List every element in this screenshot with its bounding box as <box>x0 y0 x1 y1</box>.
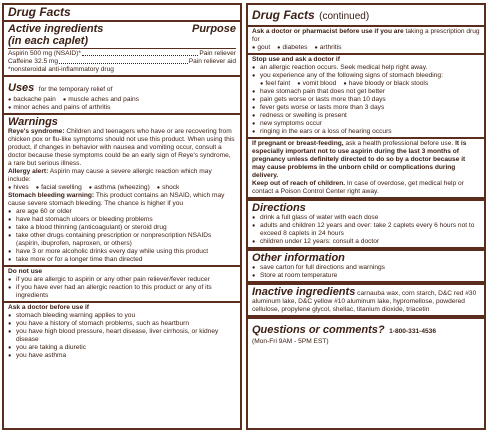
list-item: ● facial swelling <box>36 184 82 192</box>
directions-section <box>248 197 484 247</box>
active-ingredients-section <box>4 20 240 75</box>
stomach-text: This product contains an NSAID, which may cause severe stomach bleeding. The chance is higher if you <box>8 192 225 207</box>
list-item: ● take more or for a longer time than directed <box>8 256 236 264</box>
other-info-title: Other information <box>252 252 345 264</box>
uses-title: Uses <box>8 82 35 94</box>
allergy-text: Aspirin may cause a severe allergic reaction which may include: <box>8 168 212 183</box>
list-item: ● arthritis <box>314 44 341 52</box>
pregnancy-warning: It is especially important not to use aspirin during the last 3 months of pregnancy unless definitely directed to do so by a doctor because it may cause problems in the unborn child or complications during delivery. <box>252 140 467 179</box>
warnings-title: Warnings <box>8 116 58 128</box>
phone-hours: (Mon-Fri 9AM - 5PM EST) <box>252 338 329 345</box>
continued-label: (continued) <box>319 11 370 22</box>
list-item: ● have bloody or black stools <box>343 80 428 88</box>
active-ingredients-title: Active ingredients <box>8 23 104 35</box>
questions-section <box>248 315 484 347</box>
list-item: ● shock <box>157 184 180 192</box>
reach-text: In case of overdose, get medical help or contact a Poison Control Center right away. <box>252 180 464 195</box>
active-ingredients-subtitle: (in each caplet) <box>8 35 89 47</box>
warnings-section <box>4 113 240 265</box>
list-item: ● take other drugs containing prescription or nonprescription NSAIDs (aspirin, ibuprofen, naproxen, or others) <box>8 232 236 248</box>
list-item: ● asthma (wheezing) <box>89 184 150 192</box>
list-item: ● stomach bleeding warning applies to you <box>8 312 236 320</box>
list-item: ● minor aches and pains of arthritis <box>8 104 110 112</box>
list-item: ● you have a history of stomach problems, such as heartburn <box>8 320 236 328</box>
uses-section <box>4 75 240 113</box>
directions-title: Directions <box>252 202 306 214</box>
uses-intro: for the temporary relief of <box>38 86 113 93</box>
inactive-title: Inactive ingredients <box>252 286 356 298</box>
list-item: ● you are taking a diuretic <box>8 344 236 352</box>
stop-use-title: Stop use and ask a doctor if <box>252 56 340 63</box>
list-item: ● Store at room temperature <box>252 272 480 280</box>
list-item: ● vomit blood <box>297 80 336 88</box>
list-item: ● have 3 or more alcoholic drinks every day while using this product <box>8 248 236 256</box>
phone-number: 1-800-331-4536 <box>389 328 437 335</box>
ask-pharmacist-text: taking a prescription drug for <box>252 28 480 43</box>
list-item: ● save carton for full directions and warnings <box>252 264 480 272</box>
list-item: ● have had stomach ulcers or bleeding problems <box>8 216 236 224</box>
list-item: ● you have asthma <box>8 352 236 360</box>
ingredient-row: Caffeine 32.5 mg Pain reliever aid <box>8 58 236 65</box>
ask-doctor-title: Ask a doctor before use if <box>8 304 89 311</box>
inactive-text: carnauba wax, corn starch, D&C red #30 aluminum lake, D&C yellow #10 aluminum lake, hypromellose, powdered cellulose, propylene glycol, shellac, titanium dioxide, triacetin <box>252 290 477 313</box>
list-item: ● redness or swelling is present <box>252 112 480 120</box>
ingredient-row: Aspirin 500 mg (NSAID)* Pain reliever <box>8 50 236 57</box>
list-item: ● children under 12 years: consult a doctor <box>252 238 480 246</box>
right-panel <box>246 3 486 430</box>
list-item: ● fever gets worse or lasts more than 3 days <box>252 104 480 112</box>
ask-pharmacist-section <box>248 25 484 53</box>
list-item: ● if you have ever had an allergic reaction to this product or any of its ingredients <box>8 284 236 300</box>
inactive-ingredients-section <box>248 281 484 315</box>
list-item: ● you have high blood pressure, heart disease, liver cirrhosis, or kidney disease <box>8 328 236 344</box>
list-item: ● are age 60 or older <box>8 208 236 216</box>
list-item: ● backache pain <box>8 96 56 104</box>
list-item: ● drink a full glass of water with each dose <box>252 214 480 222</box>
list-item: ● hives <box>8 184 29 192</box>
other-info-section <box>248 247 484 281</box>
stomach-label: Stomach bleeding warning: <box>8 192 95 199</box>
list-item: ● have stomach pain that does not get better <box>252 88 480 96</box>
allergy-label: Allergy alert: <box>8 168 49 175</box>
pregnancy-label: If pregnant or breast-feeding, <box>252 140 344 147</box>
reye-label: Reye's syndrome: <box>8 128 65 135</box>
ask-doctor-section <box>4 301 240 361</box>
drug-facts-header <box>248 5 484 25</box>
do-not-use-title: Do not use <box>8 268 43 275</box>
questions-title: Questions or comments? <box>252 324 385 336</box>
list-item: ● you experience any of the following signs of stomach bleeding: <box>252 72 480 80</box>
list-item: ● feel faint <box>260 80 290 88</box>
list-item: ● diabetes <box>277 44 307 52</box>
list-item: ● ringing in the ears or a loss of hearing occurs <box>252 128 480 136</box>
panel-title: Drug Facts <box>252 8 315 22</box>
list-item: ● an allergic reaction occurs. Seek medical help right away. <box>252 64 480 72</box>
list-item: ● take a blood thinning (anticoagulant) or steroid drug <box>8 224 236 232</box>
drug-facts-header <box>4 5 240 20</box>
list-item: ● gout <box>252 44 270 52</box>
pregnancy-text: ask a health professional before use. <box>345 140 454 147</box>
purpose-title: Purpose <box>191 23 236 35</box>
list-item: ● adults and children 12 years and over: take 2 caplets every 6 hours not to exceed 8 caplets in 24 hours <box>252 222 480 238</box>
list-item: ● new symptoms occur <box>252 120 480 128</box>
panel-title: Drug Facts <box>8 5 71 19</box>
do-not-use-section <box>4 265 240 301</box>
list-item: ● pain gets worse or lasts more than 10 days <box>252 96 480 104</box>
pregnancy-section <box>248 137 484 197</box>
reye-text: Children and teenagers who have or are recovering from chicken pox or flu-like symptoms should not use this product. When using this product, if changes in behavior with nausea and vomiting occur, consult a doctor because these symptoms could be an early sign of Reye's syndrome, a rare but serious illness. <box>8 128 235 167</box>
left-panel <box>2 3 242 430</box>
stop-use-section <box>248 53 484 137</box>
ask-pharmacist-title: Ask a doctor or pharmacist before use if you are <box>252 28 404 35</box>
reach-label: Keep out of reach of children. <box>252 180 346 187</box>
list-item: ● if you are allergic to aspirin or any other pain reliever/fever reducer <box>8 276 236 284</box>
list-item: ● muscle aches and pains <box>63 96 139 104</box>
nsaid-footnote: *nonsteroidal anti-inflammatory drug <box>8 66 114 73</box>
